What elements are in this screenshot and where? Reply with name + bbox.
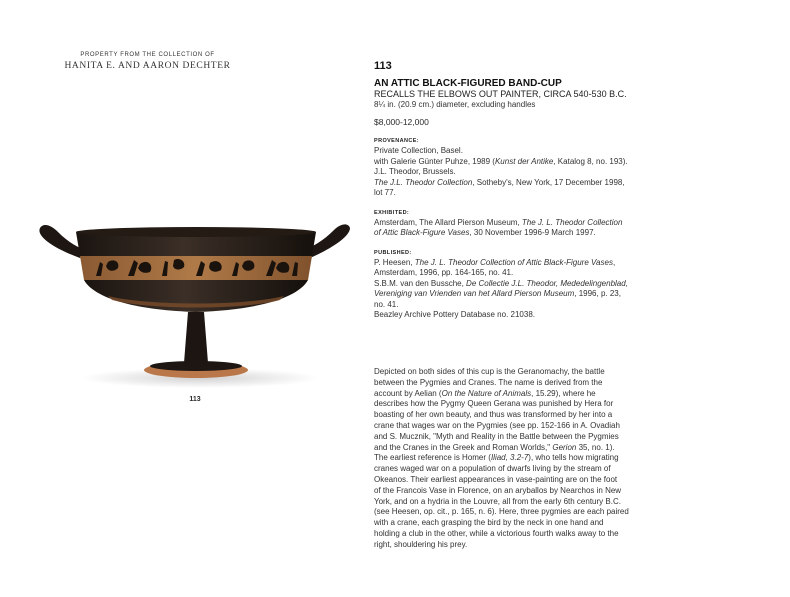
provenance-line: lot 77. [374, 188, 396, 197]
description-line: crane that wages war on the Pygmies (see pp. 152-166 in A. Ovadiah [374, 420, 620, 430]
exhibited-line: Amsterdam, The Allard Pierson Museum, The J. L. Theodor Collection [374, 217, 623, 227]
published-line: S.B.M. van den Bussche, De Collectie J.L. Theodor, Mededelingenblad, [374, 278, 628, 288]
description-line: holding a club in the other, while a victorious fourth walks away to the [374, 528, 619, 538]
provenance-line: with Galerie Günter Puhze, 1989 (Kunst der Antike, Katalog 8, no. 193). [374, 156, 628, 166]
collection-name: HANITA E. AND AARON DECHTER [64, 61, 231, 71]
description-line: The earliest reference is Homer (Iliad, 3.2-7), who tells how migrating [374, 453, 619, 463]
collection-pre: PROPERTY FROM THE COLLECTION OF [80, 52, 215, 58]
description-line: and S. Mucznik, "Myth and Reality in the Battle between the Pygmies [374, 431, 619, 441]
provenance-line: J.L. Theodor, Brussels. [374, 167, 456, 176]
description-line: (see Heesen, op. cit., p. 165, n. 6). Here, three pygmies are each paired [374, 507, 629, 517]
published-line: Beazley Archive Pottery Database no. 21038. [374, 310, 535, 319]
description-line: Okeanos. Their earliest appearances in vase-painting are on the foot [374, 474, 618, 484]
description-line: of the Francois Vase in Florence, on an aryballos by Nearchos in New [374, 485, 622, 495]
exhibited-label: EXHIBITED: [374, 209, 410, 216]
lot-title: AN ATTIC BLACK-FIGURED BAND-CUP [374, 78, 562, 89]
image-caption: 113 [189, 396, 201, 403]
description-line: cranes waged war on a population of dwarfs living by the stream of [374, 464, 611, 474]
description-line: account by Aelian (On the Nature of Animals, 15.29), where he [374, 388, 596, 398]
lot-dimensions: 8¼ in. (20.9 cm.) diameter, excluding handles [374, 100, 536, 109]
exhibited-line: of Attic Black-Figure Vases, 30 November 1996-9 March 1997. [374, 228, 596, 237]
description-line: right, shouldering his prey. [374, 539, 468, 549]
published-line: Amsterdam, 1996, pp. 164-165, no. 41. [374, 268, 514, 277]
lot-subtitle: RECALLS THE ELBOWS OUT PAINTER, CIRCA 540-530 B.C. [374, 89, 627, 99]
published-label: PUBLISHED: [374, 249, 412, 256]
provenance-line: Private Collection, Basel. [374, 146, 463, 155]
published-line: Vereniging van Vrienden van het Allard Pierson Museum, 1996, p. 23, [374, 289, 621, 298]
collection-heading [40, 52, 255, 71]
exhibited-section [374, 210, 674, 239]
description-line: and the Cranes in the Greek and Roman Worlds," Gerion 35, no. 1). [374, 442, 615, 452]
published-line: no. 41. [374, 299, 399, 309]
lot-details [374, 60, 674, 321]
lot-number: 113 [374, 60, 392, 72]
cup-stem [184, 312, 208, 363]
lot-estimate: $8,000-12,000 [374, 117, 429, 127]
provenance-line: The J.L. Theodor Collection, Sotheby's, New York, 17 December 1998, [374, 177, 625, 187]
description-line: between the Pygmies and Cranes. The name is derived from the [374, 377, 603, 387]
band-cup-photo [28, 218, 363, 393]
published-section [374, 250, 674, 321]
provenance-section [374, 138, 674, 199]
description-line: Depicted on both sides of this cup is the Geranomachy, the battle [374, 367, 605, 376]
description-line: with a crane, each grasping the bird by the neck in one hand and [374, 518, 604, 528]
lot-description [374, 367, 679, 551]
description-line: boasting of her own beauty, and thus was transformed by her into a [374, 410, 613, 420]
provenance-label: PROVENANCE: [374, 138, 420, 144]
published-line: P. Heesen, The J. L. Theodor Collection of Attic Black-Figure Vases, [374, 257, 616, 267]
description-line: York, and on a hydria in the Louvre, all from the early 6th century B.C. [374, 496, 621, 506]
description-line: describes how the Pygmy Queen Gerana was punished by Hera for [374, 399, 614, 409]
